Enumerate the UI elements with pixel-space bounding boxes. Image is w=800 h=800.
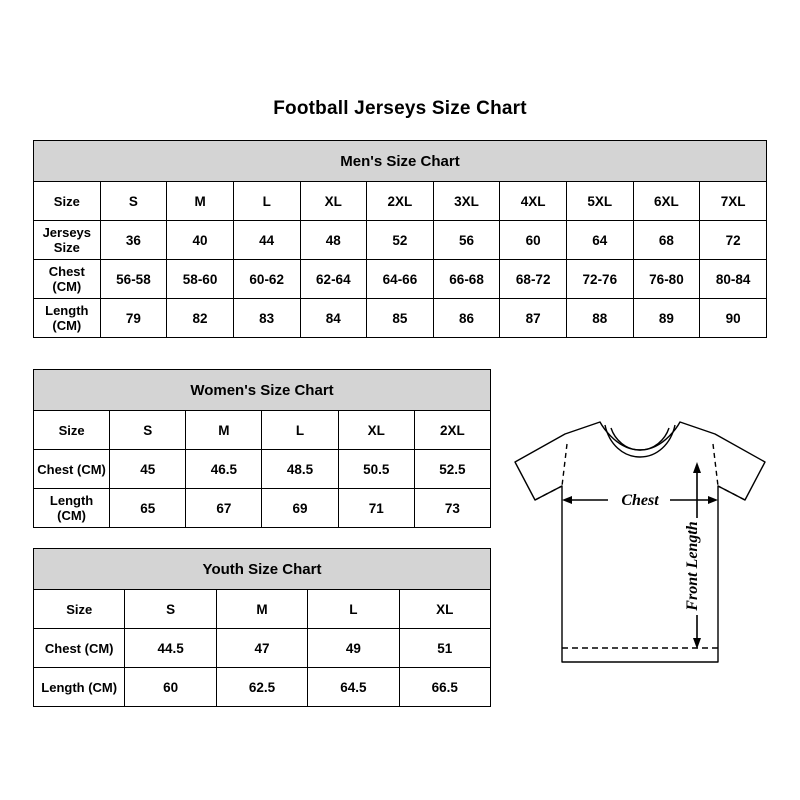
cell: 80-84 — [700, 260, 767, 299]
cell: 52.5 — [414, 450, 490, 489]
cell: S — [125, 590, 216, 629]
youth-size-chart-table — [33, 548, 491, 707]
cell: S — [100, 182, 167, 221]
cell: 88 — [567, 299, 634, 338]
cell: 36 — [100, 221, 167, 260]
cell: 56-58 — [100, 260, 167, 299]
cell: 67 — [186, 489, 262, 528]
row-label: Chest (CM) — [34, 260, 101, 299]
cell: 62.5 — [216, 668, 307, 707]
cell: 69 — [262, 489, 338, 528]
cell: 89 — [633, 299, 700, 338]
cell: 82 — [167, 299, 234, 338]
cell: M — [167, 182, 234, 221]
cell: 72 — [700, 221, 767, 260]
cell: 2XL — [367, 182, 434, 221]
cell: 3XL — [433, 182, 500, 221]
cell: S — [110, 411, 186, 450]
cell: 64 — [567, 221, 634, 260]
table-header-row — [34, 141, 767, 182]
cell: 79 — [100, 299, 167, 338]
chest-label: Chest — [621, 492, 659, 509]
table-header-row — [34, 370, 491, 411]
cell: 64.5 — [308, 668, 399, 707]
row-label: Size — [34, 182, 101, 221]
cell: 71 — [338, 489, 414, 528]
cell: L — [233, 182, 300, 221]
cell: L — [308, 590, 399, 629]
cell: M — [186, 411, 262, 450]
table-row — [34, 299, 767, 338]
jersey-measurement-diagram — [505, 400, 775, 690]
cell: 76-80 — [633, 260, 700, 299]
cell: 87 — [500, 299, 567, 338]
cell: 50.5 — [338, 450, 414, 489]
cell: 4XL — [500, 182, 567, 221]
table-row — [34, 450, 491, 489]
cell: 52 — [367, 221, 434, 260]
row-label: Length (CM) — [34, 489, 110, 528]
row-label: Chest (CM) — [34, 629, 125, 668]
cell: 6XL — [633, 182, 700, 221]
cell: 60 — [125, 668, 216, 707]
cell: XL — [399, 590, 490, 629]
cell: 60-62 — [233, 260, 300, 299]
cell: 62-64 — [300, 260, 367, 299]
youth-table-title: Youth Size Chart — [34, 549, 491, 590]
cell: 90 — [700, 299, 767, 338]
cell: 47 — [216, 629, 307, 668]
row-label: Jerseys Size — [34, 221, 101, 260]
cell: 44 — [233, 221, 300, 260]
cell: 84 — [300, 299, 367, 338]
cell: 56 — [433, 221, 500, 260]
cell: 72-76 — [567, 260, 634, 299]
cell: XL — [338, 411, 414, 450]
cell: M — [216, 590, 307, 629]
cell: 68-72 — [500, 260, 567, 299]
table-row — [34, 489, 491, 528]
table-row — [34, 590, 491, 629]
row-label: Size — [34, 590, 125, 629]
cell: 46.5 — [186, 450, 262, 489]
row-label: Length (CM) — [34, 668, 125, 707]
page-title: Football Jerseys Size Chart — [273, 98, 527, 119]
table-row — [34, 629, 491, 668]
cell: 68 — [633, 221, 700, 260]
cell: 7XL — [700, 182, 767, 221]
table-header-row — [34, 549, 491, 590]
cell: 58-60 — [167, 260, 234, 299]
cell: XL — [300, 182, 367, 221]
cell: 86 — [433, 299, 500, 338]
cell: 45 — [110, 450, 186, 489]
table-row — [34, 668, 491, 707]
front-length-label: Front Length — [684, 521, 701, 611]
row-label: Length (CM) — [34, 299, 101, 338]
table-row — [34, 182, 767, 221]
mens-size-chart-table — [33, 140, 767, 338]
cell: 65 — [110, 489, 186, 528]
cell: 64-66 — [367, 260, 434, 299]
cell: 73 — [414, 489, 490, 528]
row-label: Chest (CM) — [34, 450, 110, 489]
mens-table-title: Men's Size Chart — [34, 141, 767, 182]
cell: 83 — [233, 299, 300, 338]
womens-table-title: Women's Size Chart — [34, 370, 491, 411]
cell: 40 — [167, 221, 234, 260]
cell: 66-68 — [433, 260, 500, 299]
cell: 48 — [300, 221, 367, 260]
table-row — [34, 411, 491, 450]
cell: 85 — [367, 299, 434, 338]
cell: 51 — [399, 629, 490, 668]
row-label: Size — [34, 411, 110, 450]
cell: 60 — [500, 221, 567, 260]
cell: 49 — [308, 629, 399, 668]
womens-size-chart-table — [33, 369, 491, 528]
table-row — [34, 260, 767, 299]
cell: 66.5 — [399, 668, 490, 707]
table-row — [34, 221, 767, 260]
cell: 2XL — [414, 411, 490, 450]
cell: 48.5 — [262, 450, 338, 489]
cell: 44.5 — [125, 629, 216, 668]
cell: 5XL — [567, 182, 634, 221]
cell: L — [262, 411, 338, 450]
